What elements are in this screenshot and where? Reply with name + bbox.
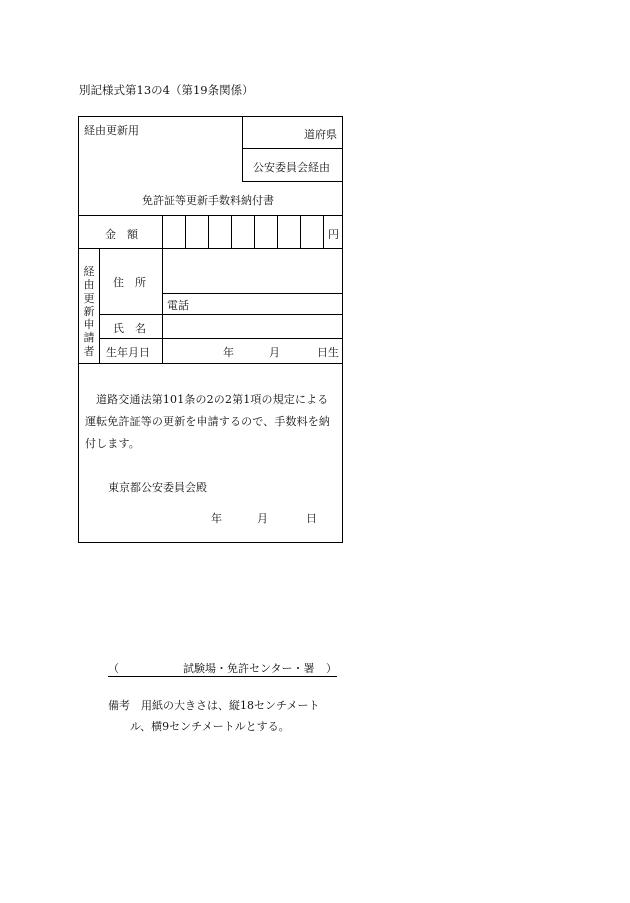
vertical-char: 新: [83, 304, 95, 318]
amount-label: 金 額: [105, 228, 138, 241]
addressee: 東京都公安委員会殿: [108, 481, 207, 494]
vertical-char: 更: [83, 291, 95, 305]
amount-digit-divider: [208, 215, 209, 248]
phone-name-divider: [99, 314, 342, 315]
applicant-vertical-divider: [99, 248, 100, 363]
amount-digit-divider: [300, 215, 301, 248]
address-label: 住 所: [113, 276, 146, 289]
header-divider: [242, 117, 243, 181]
header-bottom-line: [242, 181, 343, 182]
date-year: 年: [211, 512, 222, 525]
name-birth-divider: [99, 338, 342, 339]
form-number: 別記様式第13の4（第19条関係）: [79, 83, 254, 97]
name-label: 氏 名: [113, 322, 146, 335]
vertical-char: 者: [83, 344, 95, 358]
amount-digit-divider: [185, 215, 186, 248]
amount-unit: 円: [328, 228, 339, 241]
birth-day: 日生: [317, 346, 339, 359]
applicant-vertical-label: [81, 265, 97, 358]
prefecture-label: 道府県: [304, 128, 337, 141]
form-name: 免許証等更新手数料納付書: [142, 194, 274, 207]
address-phone-divider: [162, 293, 342, 294]
office-line: [108, 660, 337, 677]
vertical-char: 経: [83, 265, 95, 278]
amount-label-divider: [162, 215, 163, 248]
amount-digit-divider: [231, 215, 232, 248]
office-paren-open: （: [108, 662, 119, 675]
date-month: 月: [257, 512, 268, 525]
amount-digit-divider: [254, 215, 255, 248]
office-text: 試験場・免許センター・署: [183, 662, 315, 675]
birth-month: 月: [269, 346, 280, 359]
phone-label: 電話: [167, 299, 189, 312]
vertical-char: 由: [83, 278, 95, 292]
birth-label: 生年月日: [106, 346, 150, 359]
applicant-label-divider: [162, 248, 163, 363]
applicant-bottom-line: [79, 363, 342, 364]
amount-digit-divider: [323, 215, 324, 248]
commission-relay-label: 公安委員会経由: [253, 161, 330, 174]
remark-line-2: ル、横9センチメートルとする。: [130, 720, 290, 733]
relay-label: 経由更新用: [84, 124, 139, 137]
amount-top-line: [79, 215, 342, 216]
header-split-line: [242, 148, 343, 149]
statement-text: 道路交通法第101条の2の2第1項の規定による運転免許証等の更新を申請するので、手数料を納付します。: [85, 393, 331, 450]
office-paren-close: ）: [326, 662, 337, 675]
fee-payment-form: [78, 116, 343, 543]
vertical-char: 請: [83, 331, 95, 345]
date-day: 日: [306, 512, 317, 525]
birth-year: 年: [223, 346, 234, 359]
vertical-char: 申: [83, 318, 95, 332]
amount-digit-divider: [277, 215, 278, 248]
amount-bottom-line: [79, 248, 342, 249]
remark-line-1: 備考 用紙の大きさは、縦18センチメート: [108, 699, 320, 712]
